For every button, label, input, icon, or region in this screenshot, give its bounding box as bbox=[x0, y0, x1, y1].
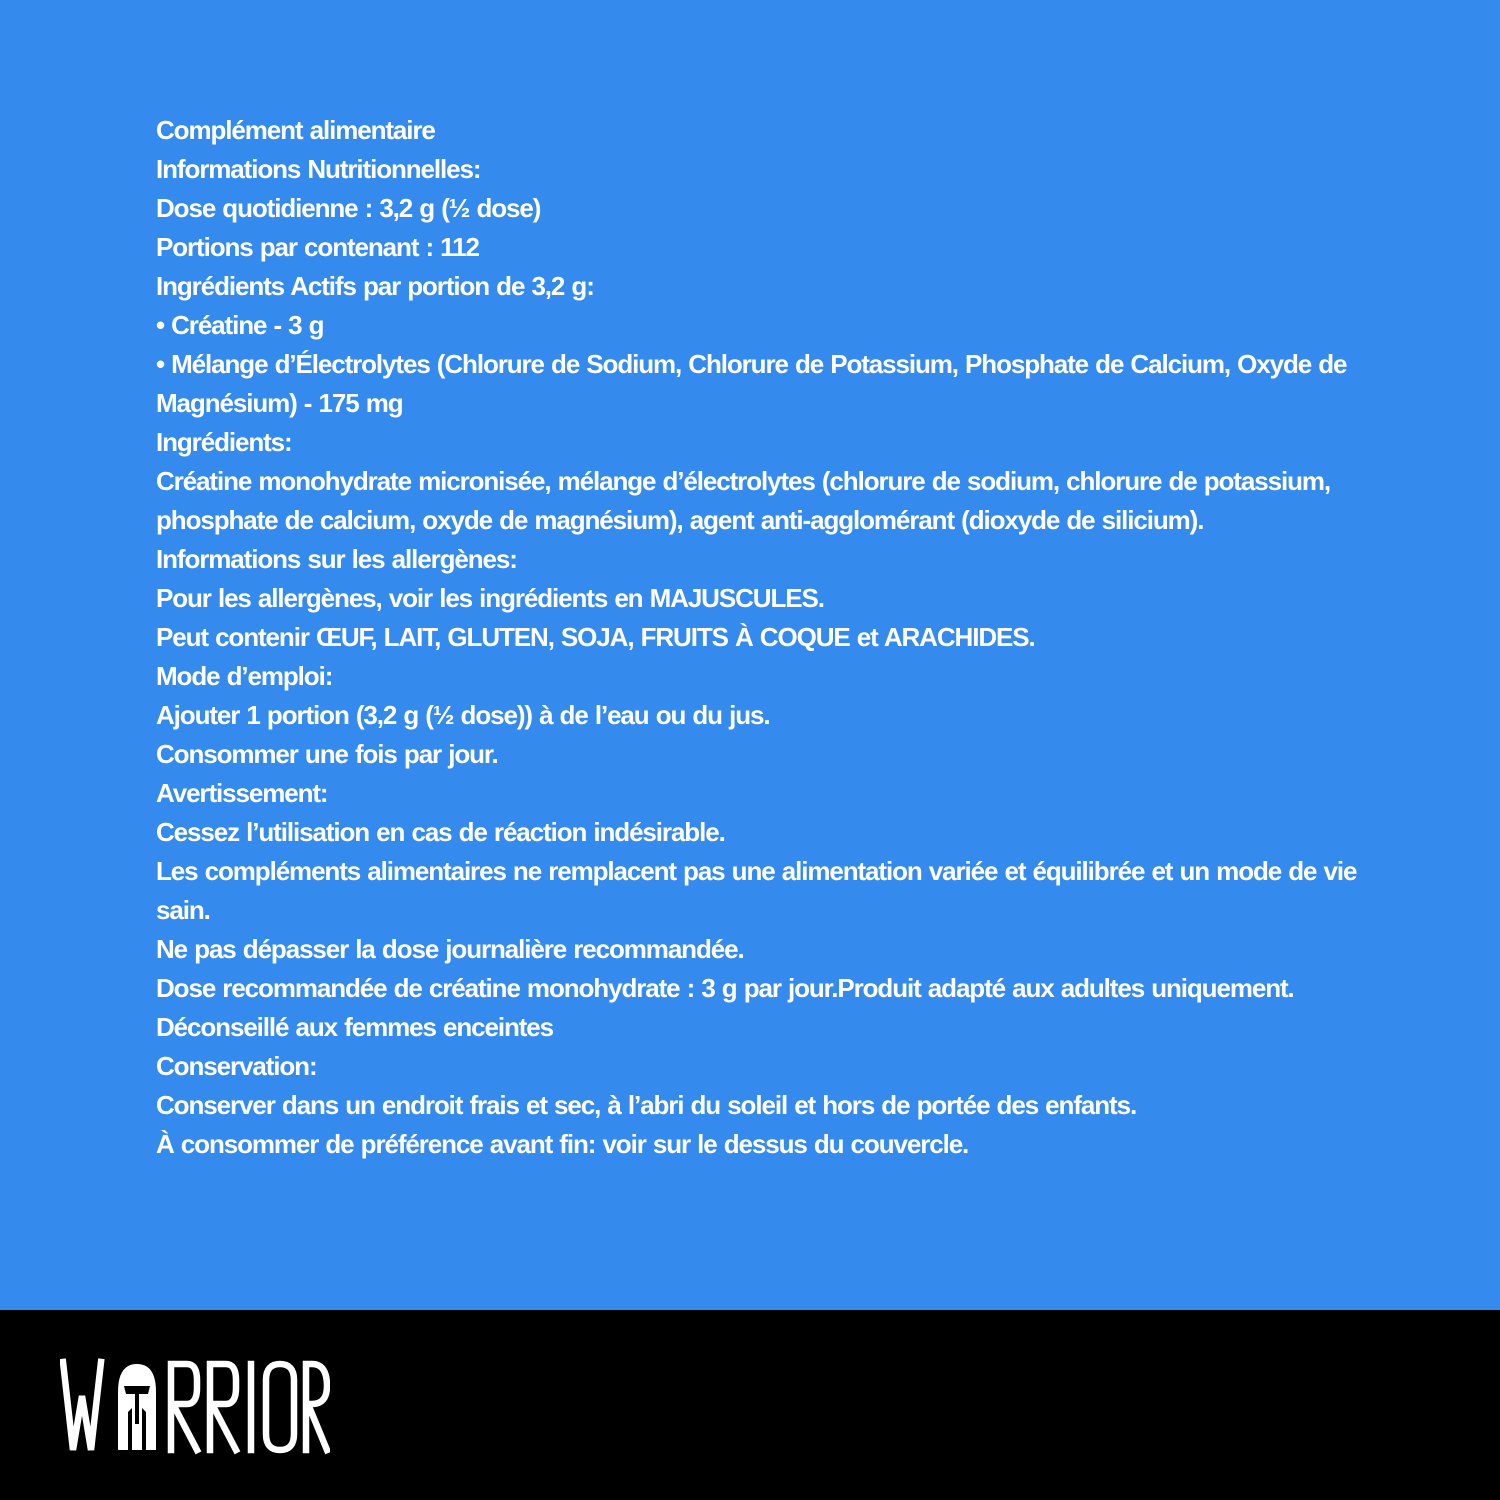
label-line-creatine: • Créatine - 3 g bbox=[156, 310, 324, 340]
label-line-warning-diet: Les compléments alimentaires ne remplacent pas une alimentation variée et équilibrée et un mode de vie sain. bbox=[156, 856, 1357, 925]
warrior-logo bbox=[60, 1356, 330, 1456]
label-line-nutrition-heading: Informations Nutritionnelles: bbox=[156, 154, 481, 184]
label-line-may-contain: Peut contenir ŒUF, LAIT, GLUTEN, SOJA, FRUITS À COQUE et ARACHIDES. bbox=[156, 622, 1035, 652]
label-line-daily-dose: Dose quotidienne : 3,2 g (½ dose) bbox=[156, 193, 541, 223]
label-line-storage-heading: Conservation: bbox=[156, 1051, 317, 1081]
label-line-usage-heading: Mode d’emploi: bbox=[156, 661, 333, 691]
label-line-warning-stop: Cessez l’utilisation en cas de réaction indésirable. bbox=[156, 817, 725, 847]
footer-bar bbox=[0, 1310, 1500, 1500]
label-line-title: Complément alimentaire bbox=[156, 115, 435, 145]
spartan-helmet-icon bbox=[118, 1364, 156, 1450]
label-line-allergen-heading: Informations sur les allergènes: bbox=[156, 544, 517, 574]
label-line-warning-dose: Ne pas dépasser la dose journalière recommandée. bbox=[156, 934, 744, 964]
label-line-warning-adults: Dose recommandée de créatine monohydrate : 3 g par jour.Produit adapté aux adultes uniquement. Déconseillé aux femmes enceintes bbox=[156, 973, 1294, 1042]
label-line-best-before: À consommer de préférence avant fin: voir sur le dessus du couvercle. bbox=[156, 1129, 969, 1159]
label-line-electrolytes: • Mélange d’Électrolytes (Chlorure de Sodium, Chlorure de Potassium, Phosphate de Calcium, Oxyde de Magnésium) - 175 mg bbox=[156, 349, 1347, 418]
warrior-logo-svg bbox=[60, 1356, 330, 1456]
label-line-servings: Portions par contenant : 112 bbox=[156, 232, 479, 262]
label-line-usage-add: Ajouter 1 portion (3,2 g (½ dose)) à de l’eau ou du jus. bbox=[156, 700, 770, 730]
label-line-active-heading: Ingrédients Actifs par portion de 3,2 g: bbox=[156, 271, 594, 301]
label-line-storage: Conserver dans un endroit frais et sec, à l’abri du soleil et hors de portée des enfants. bbox=[156, 1090, 1137, 1120]
label-line-allergen-note: Pour les allergènes, voir les ingrédients en MAJUSCULES. bbox=[156, 583, 824, 613]
label-line-ingredients-heading: Ingrédients: bbox=[156, 427, 292, 457]
label-line-usage-once: Consommer une fois par jour. bbox=[156, 739, 498, 769]
label-text-block bbox=[156, 111, 1386, 1164]
label-line-warning-heading: Avertissement: bbox=[156, 778, 328, 808]
label-line-ingredients: Créatine monohydrate micronisée, mélange d’électrolytes (chlorure de sodium, chlorure de potassium, phosphate de calcium, oxyde de magnésium), agent anti-agglomérant (dioxyde de silicium). bbox=[156, 466, 1330, 535]
